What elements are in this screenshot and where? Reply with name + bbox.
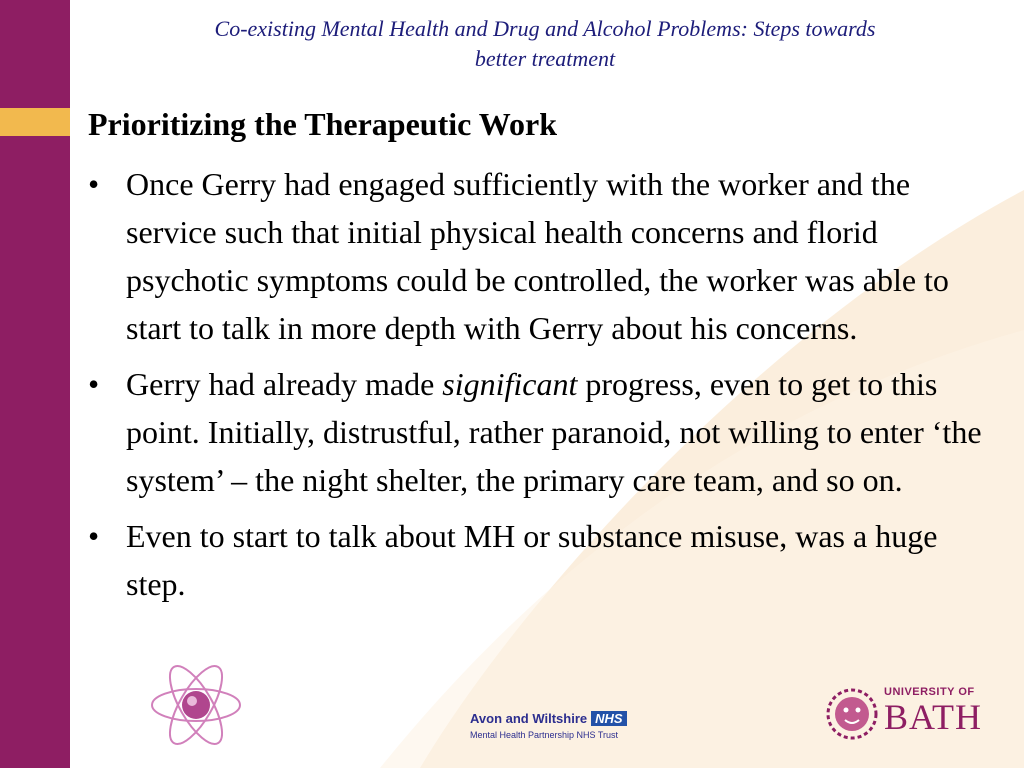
bullet-marker: • [88,366,100,402]
bullet-text-end: progress, even to get to this point. Initially, distrustful, rather paranoid, not willing to enter ‘the system’ – the night shelter, the primary care team, and so on. [126,366,982,498]
left-sidebar-accent [0,108,70,136]
bullet-text: Even to start to talk about MH or substance misuse, was a huge step. [126,518,938,602]
header-line-2: better treatment [474,46,616,71]
awp-nhs-logo [470,710,650,740]
bullet-text-start: Gerry had already made [126,366,443,402]
research-atom-logo [146,660,246,750]
university-of-bath-logo [826,686,986,742]
bullet-item [88,360,988,504]
slide-header [100,14,990,74]
bullet-list [88,160,988,616]
bath-crest-icon [826,686,878,742]
bath-label-small: UNIVERSITY OF [884,686,975,698]
header-line-1: Co-existing Mental Health and Drug and Alcohol Problems: Steps towards [214,16,876,41]
bath-label-big: BATH [884,697,983,737]
bullet-emphasis: significant [442,366,578,402]
nhs-badge: NHS [591,711,626,726]
bullet-item [88,160,988,352]
awp-subtitle: Mental Health Partnership NHS Trust [470,730,619,740]
bullet-marker: • [88,518,100,554]
slide-title: Prioritizing the Therapeutic Work [88,106,557,142]
awp-name: Avon and Wiltshire [470,711,588,726]
bullet-item [88,512,988,608]
bullet-marker: • [88,166,100,202]
bullet-text: Once Gerry had engaged sufficiently with the worker and the service such that initial physical health concerns and florid psychotic symptoms could be controlled, the worker was able to start to talk in more depth with Gerry about his concerns. [126,166,949,346]
